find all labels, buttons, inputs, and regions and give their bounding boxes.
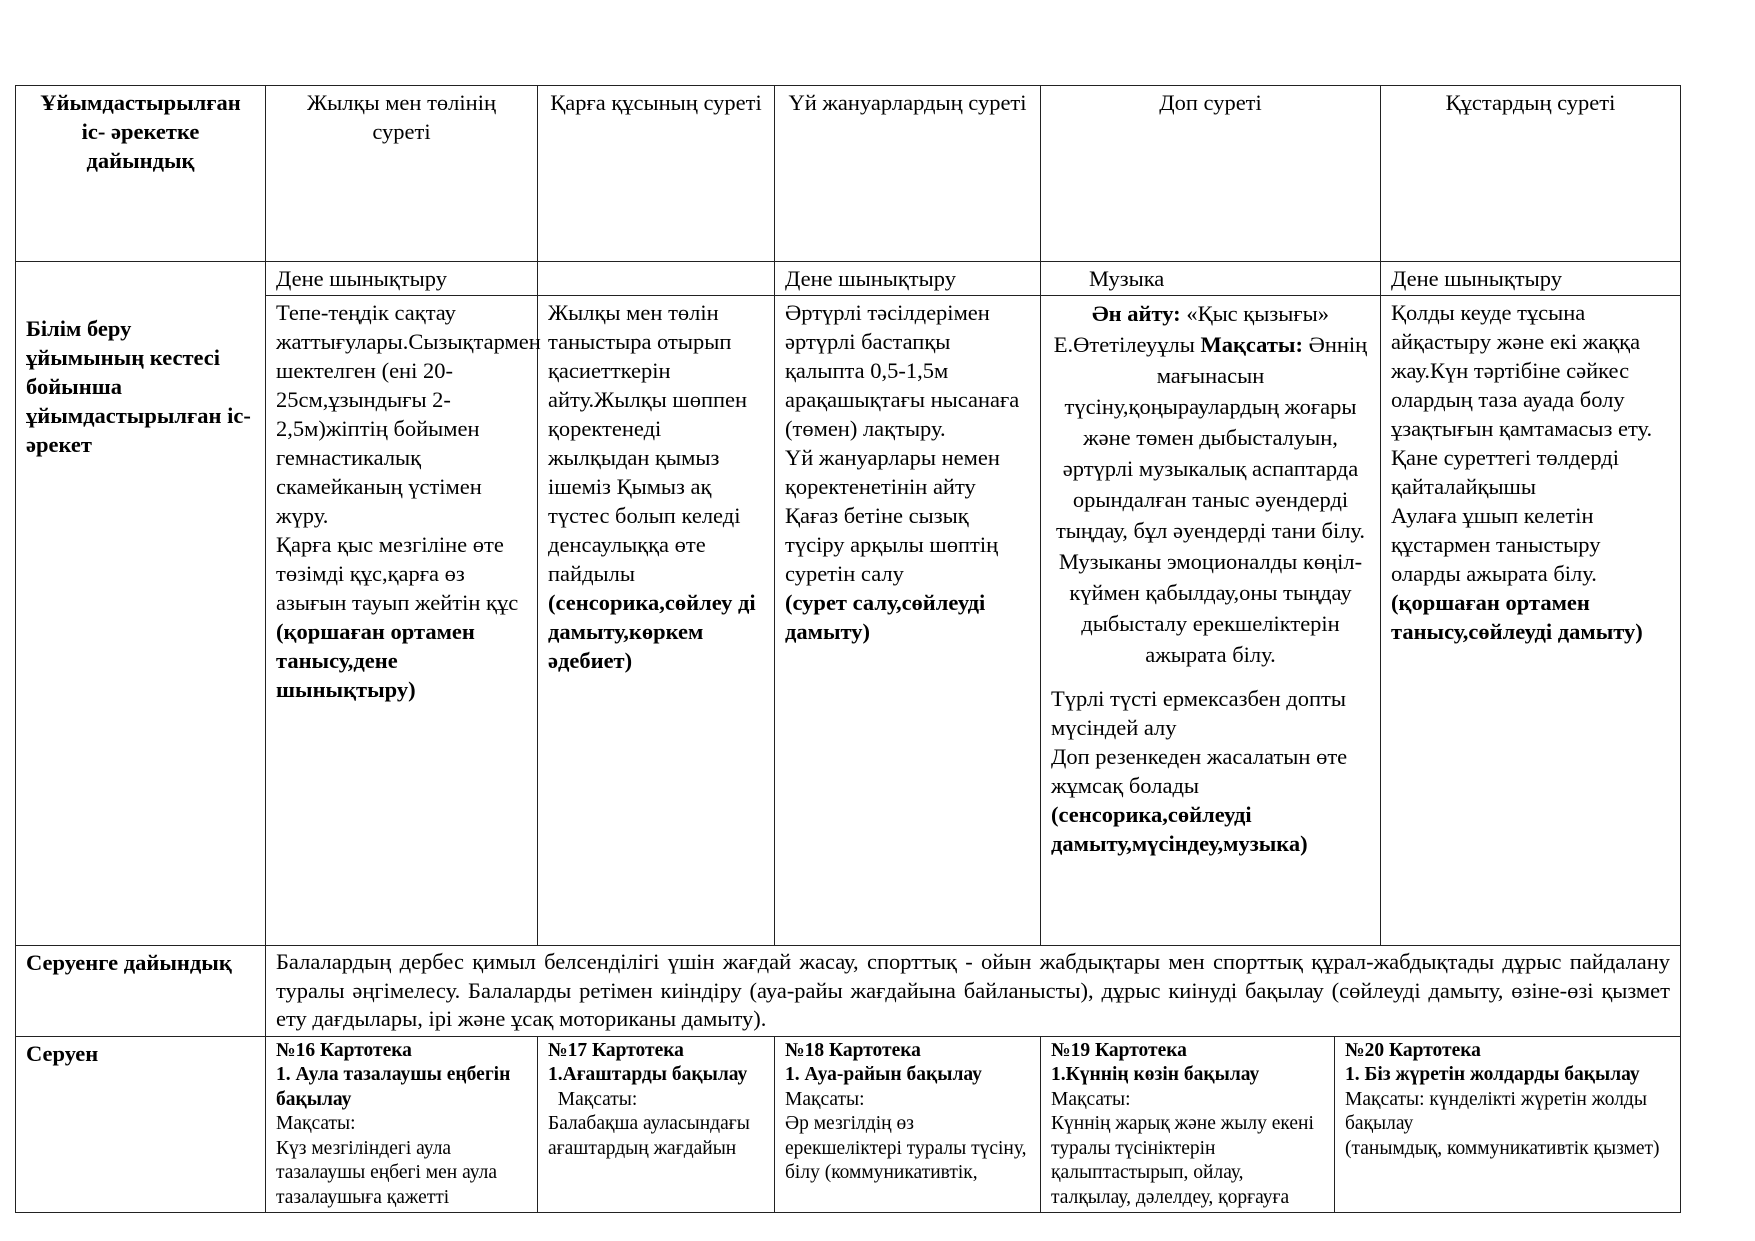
row-label-preparation: Ұйымдастырылған іс- әрекетке дайындық <box>16 86 266 262</box>
row-label-walk-preparation: Серуенге дайындық <box>16 946 266 1037</box>
walk-card-3 <box>775 1036 1041 1213</box>
activity-col-1-text2: Қарға қыс мезгіліне өте төзімді құс,қарға өз азығын тауып жейтін құс <box>276 532 519 615</box>
spacer <box>1051 670 1370 684</box>
card-5-text: (танымдық, коммуникативтік қызмет) <box>1345 1137 1660 1159</box>
card-5-title: 1. Біз жүретін жолдарды бақылау <box>1345 1064 1640 1085</box>
card-1-goal-label: Мақсаты: <box>276 1113 356 1134</box>
prep-col-4: Доп суреті <box>1041 86 1381 262</box>
row-preparation <box>16 86 1681 262</box>
prep-col-2: Қарға құсының суреті <box>538 86 775 262</box>
activity-col-3-areas: (сурет салу,сөйлеуді дамыту) <box>785 590 986 644</box>
activity-col-3-text2: Үй жануарлары немен қоректенетінін айту <box>785 445 1000 499</box>
card-5-goal-label: Мақсаты: күнделікті жүретін жолды бақылау <box>1345 1088 1647 1134</box>
prep-col-3: Үй жануарлардың суреті <box>775 86 1041 262</box>
card-4-text: Күннің жарық және жылу екені туралы түсініктерін қалыптастырып, ойлау, талқылау, дәлелдеу, қорғауға <box>1051 1113 1314 1208</box>
row-label-activity <box>16 262 266 946</box>
music-goal-text: Әннің мағынасын түсіну,қоңыраулардың жоғары және төмен дыбысталуын, әртүрлі музыкалық аспаптарда орындалған таныс әуендерді тыңдау, бұл әуендерді тани білу. Музыканы эмоционалды көңіл-күймен қабылдау,оны тыңдау дыбысталу ерекшеліктерін ажырата білу. <box>1055 332 1368 667</box>
walk-card-1 <box>266 1036 538 1213</box>
activity-col-4-text2: Түрлі түсті ермексазбен допты мүсіндей алу <box>1051 686 1346 740</box>
activity-col-1-text: Тепе-теңдік сақтау жаттығулары.Сызықтармен шектелген (ені 20-25см,ұзындығы 2-2,5м)жіптің бойымен гемнастикалық скамейканың үстімен жүру. <box>276 300 541 528</box>
activity-col-3-text: Әртүрлі тәсілдерімен әртүрлі бастапқы қалыпта 0,5-1,5м арақашықтағы нысанаға (төмен) лақтыру. <box>785 300 1020 441</box>
card-1-text: Күз мезгіліндегі аула тазалаушы еңбегі мен аула тазалаушыға қажетті <box>276 1137 498 1208</box>
card-4-goal-label: Мақсаты: <box>1051 1088 1131 1110</box>
activity-col-5-text2: Қане суреттегі төлдерді қайталайқышы <box>1391 445 1619 499</box>
activity-col-4 <box>1041 296 1381 946</box>
activity-col-4-music <box>1051 298 1370 670</box>
activity-col-5-text: Қолды кеуде тұсына айқастыру және екі жаққа жау.Күн тәртібіне сәйкес олардың таза ауада болу ұзақтығын қамтамасыз ету. <box>1391 300 1653 441</box>
card-2-goal-label: Мақсаты: <box>548 1088 638 1110</box>
subject-col-5: Дене шынықтыру <box>1381 262 1681 296</box>
row-walk-preparation <box>16 946 1681 1037</box>
activity-col-1 <box>266 296 541 946</box>
card-1-number: №16 Картотека <box>276 1039 412 1061</box>
plan-table <box>15 85 1681 1213</box>
card-3-number: №18 Картотека <box>785 1039 921 1061</box>
card-3-text: Әр мезгілдің өз ерекшеліктері туралы түсіну, білу (коммуникативтік, <box>785 1113 1027 1183</box>
subject-col-1: Дене шынықтыру <box>266 262 538 296</box>
activity-col-3-text3: Қағаз бетіне сызық түсіру арқылы шөптің суретін салу <box>785 503 999 586</box>
card-4-number: №19 Картотека <box>1051 1039 1187 1061</box>
prep-col-5: Құстардың суреті <box>1381 86 1681 262</box>
activity-col-1-areas: (қоршаған ортамен танысу,дене шынықтыру) <box>276 619 475 702</box>
activity-col-4-text3: Доп резенкеден жасалатын өте жұмсақ болады <box>1051 744 1348 798</box>
card-3-goal-label: Мақсаты: <box>785 1088 865 1110</box>
subject-col-2 <box>538 262 775 296</box>
activity-col-4-areas: (сенсорика,сөйлеуді дамыту,мүсіндеу,музыка) <box>1051 802 1308 856</box>
goal-label: Мақсаты: <box>1200 332 1303 357</box>
activity-col-5-areas: (қоршаған ортамен танысу,сөйлеуді дамыту) <box>1391 590 1643 644</box>
prep-col-1: Жылқы мен төлінің суреті <box>266 86 538 262</box>
activity-col-5-text3: Аулаға ұшып келетін құстармен таныстыру оларды ажырата білу. <box>1391 503 1601 586</box>
activity-col-3 <box>775 296 1041 946</box>
walk-preparation-text: Балалардың дербес қимыл белсенділігі үшін жағдай жасау, спорттық - ойын жабдықтары мен спорттық құрал-жабдықтады дұрыс пайдалану туралы әңгімелесу. Балаларды ретімен киіндіру (ауа-райы жағдайына байланысты), дұрыс киінуді бақылау (сөйлеуді дамыту, өзіне-өзі қызмет ету дағдылары, ірі және ұсақ моториканы дамыту). <box>266 946 1681 1037</box>
subject-col-4: Музыка <box>1041 262 1381 296</box>
activity-col-2 <box>538 296 775 946</box>
song-title: «Қыс қызығы» Е.Өтетілеуұлы <box>1053 301 1329 357</box>
walk-card-5 <box>1335 1036 1681 1213</box>
row-subjects <box>16 262 1681 296</box>
card-3-title: 1. Ауа-райын бақылау <box>785 1064 982 1085</box>
plan-table-page <box>15 85 1680 1213</box>
song-label: Ән айту: <box>1092 301 1181 326</box>
walk-card-4 <box>1041 1036 1335 1213</box>
activity-label-text: Білім беру ұйымының кестесі бойынша ұйымдастырылған іс-әрекет <box>26 315 251 457</box>
card-2-title: 1.Ағаштарды бақылау <box>548 1064 748 1085</box>
row-activity-content <box>16 296 1681 946</box>
card-1-title: 1. Аула тазалаушы еңбегін бақылау <box>276 1064 511 1110</box>
card-4-title: 1.Күннің көзін бақылау <box>1051 1064 1260 1085</box>
activity-col-2-areas: (сенсорика,сөйлеу ді дамыту,көркем әдебиет) <box>548 590 756 673</box>
walk-card-2 <box>538 1036 775 1213</box>
activity-col-5 <box>1381 296 1681 946</box>
card-2-text: Балабақша ауласындағы ағаштардың жағдайын <box>548 1113 750 1159</box>
subject-col-3: Дене шынықтыру <box>775 262 1041 296</box>
activity-col-2-text: Жылқы мен төлін таныстыра отырып қасиетткерін айту.Жылқы шөппен қоректенеді жылқыдан қымыз ішеміз Қымыз ақ түстес болып келеді денсаулыққа өте пайдылы <box>548 300 748 586</box>
card-5-number: №20 Картотека <box>1345 1039 1481 1061</box>
row-label-walk: Серуен <box>16 1036 266 1213</box>
card-2-number: №17 Картотека <box>548 1039 684 1061</box>
row-walk <box>16 1036 1681 1213</box>
